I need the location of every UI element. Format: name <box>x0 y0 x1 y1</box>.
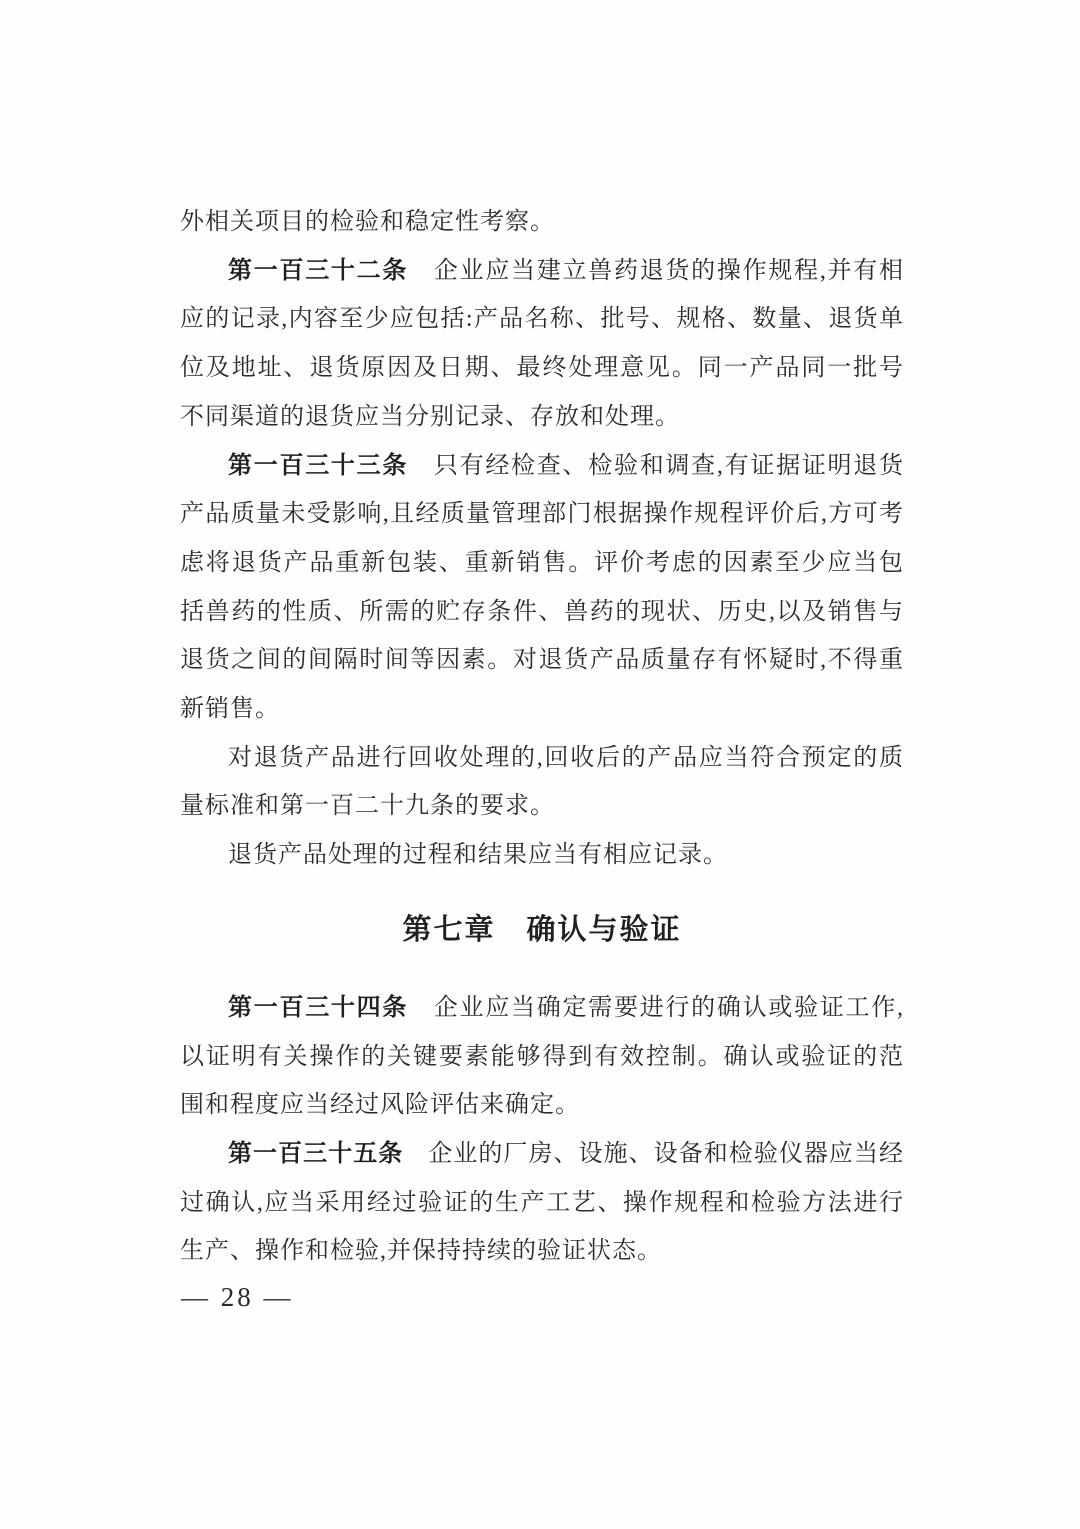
paragraph <box>180 247 904 442</box>
paragraph <box>180 831 904 880</box>
article-number: 第一百三十四条 <box>228 993 409 1021</box>
text-run: 企业应当确定需要进行的确认或验证工作,以证明有关操作的关键要素能够得到有效控制。确认或验证的范围和程度应当经过风险评估来确定。 <box>180 994 905 1119</box>
paragraph <box>180 734 904 831</box>
article-number: 第七章 确认与验证 <box>402 913 682 946</box>
article-number: 第一百三十三条 <box>228 451 409 479</box>
text-run: 退货产品处理的过程和结果应当有相应记录。 <box>228 842 728 869</box>
text-run: 外相关项目的检验和稳定性考察。 <box>180 209 555 235</box>
paragraph <box>180 442 904 734</box>
text-run: 对退货产品进行回收处理的,回收后的产品应当符合预定的质量标准和第一百二十九条的要求。 <box>180 744 904 820</box>
document-body <box>180 198 904 1276</box>
paragraph <box>180 1130 904 1276</box>
text-run: 只有经检查、检验和调查,有证据证明退货产品质量未受影响,且经质量管理部门根据操作规程评价后,方可考虑将退货产品重新包装、重新销售。评价考虑的因素至少应当包括兽药的性质、所需的贮存条件、兽药的现状、历史,以及销售与退货之间的间隔时间等因素。对退货产品质量存有怀疑时,不得重新销售。 <box>180 452 905 723</box>
paragraph <box>180 984 904 1130</box>
chapter-heading <box>180 906 904 954</box>
text-run: 企业的厂房、设施、设备和检验仪器应当经过确认,应当采用经过验证的生产工艺、操作规程和检验方法进行生产、操作和检验,并保持持续的验证状态。 <box>180 1140 905 1265</box>
page-number-footer: — 28 — <box>181 1282 294 1312</box>
article-number: 第一百三十五条 <box>228 1139 404 1167</box>
paragraph <box>180 198 904 247</box>
article-number: 第一百三十二条 <box>228 256 409 284</box>
text-run: 企业应当建立兽药退货的操作规程,并有相应的记录,内容至少应包括:产品名称、批号、规格、数量、退货单位及地址、退货原因及日期、最终处理意见。同一产品同一批号不同渠道的退货应当分别记录、存放和处理。 <box>180 257 905 430</box>
